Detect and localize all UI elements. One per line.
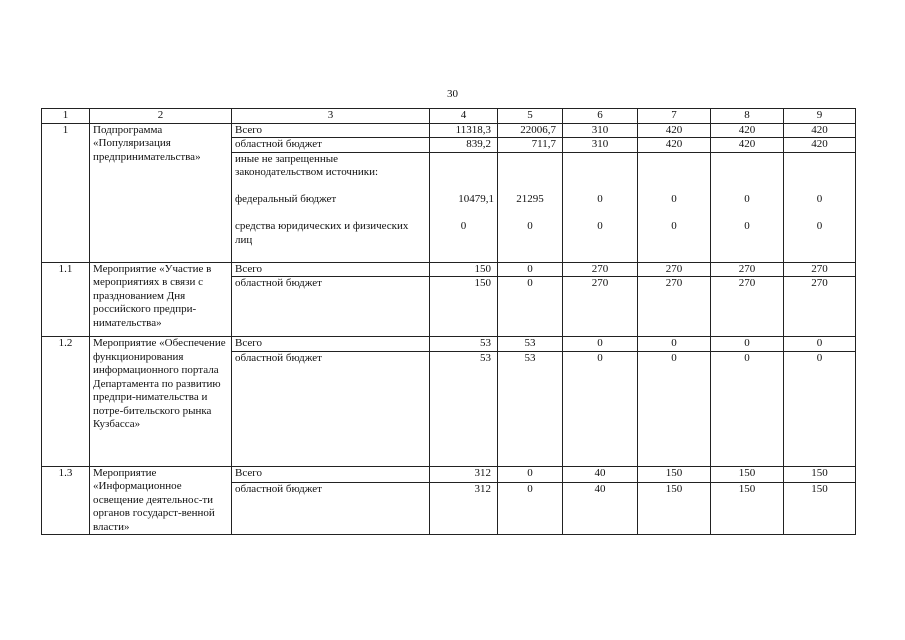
value-cell: 711,7 — [498, 138, 563, 153]
value-cell: 312 — [430, 466, 498, 483]
funding-source: Всего — [232, 466, 430, 483]
value-cell: 21295 0 — [498, 152, 563, 262]
value-cell: 839,2 — [430, 138, 498, 153]
value-cell: 270 — [638, 262, 711, 277]
value-cell: 0 — [498, 262, 563, 277]
column-header: 4 — [430, 109, 498, 124]
column-header: 8 — [711, 109, 784, 124]
value-cell: 150 — [430, 262, 498, 277]
funding-source: областной бюджет — [232, 277, 430, 337]
column-header: 5 — [498, 109, 563, 124]
value-cell: 53 — [498, 337, 563, 352]
value-cell: 0 — [711, 351, 784, 466]
value-cell: 150 — [784, 466, 856, 483]
value-cell: 22006,7 — [498, 123, 563, 138]
value-cell: 270 — [711, 262, 784, 277]
value-cell: 0 — [784, 337, 856, 352]
funding-source: Всего — [232, 262, 430, 277]
item-name: Мероприятие «Обеспечение функционирования информационного портала Департамента по развитию предпри-нимательства и потре-бительского рынка Кузбасса» — [90, 337, 232, 467]
value-cell: 0 0 — [784, 152, 856, 262]
table-row — [42, 123, 856, 138]
funding-source: Всего — [232, 337, 430, 352]
value-cell: 270 — [711, 277, 784, 337]
value-cell: 150 — [711, 483, 784, 535]
value-cell: 420 — [638, 138, 711, 153]
item-number: 1 — [42, 123, 90, 262]
value-cell: 150 — [430, 277, 498, 337]
value-cell: 310 — [563, 123, 638, 138]
funding-source: областной бюджет — [232, 138, 430, 153]
value-cell: 420 — [711, 123, 784, 138]
value-cell: 270 — [638, 277, 711, 337]
value-cell: 420 — [784, 123, 856, 138]
value-cell: 310 — [563, 138, 638, 153]
value-cell: 0 — [638, 351, 711, 466]
value-cell: 0 — [784, 351, 856, 466]
value-cell: 312 — [430, 483, 498, 535]
value-cell: 53 — [498, 351, 563, 466]
value-cell: 420 — [638, 123, 711, 138]
column-numbers-row — [42, 109, 856, 124]
funding-source: Всего — [232, 123, 430, 138]
value-cell: 0 — [498, 277, 563, 337]
other-sources-cell — [232, 152, 430, 262]
item-number: 1.1 — [42, 262, 90, 337]
funding-source: федеральный бюджет — [235, 193, 337, 205]
column-header: 3 — [232, 109, 430, 124]
value-cell: 40 — [563, 483, 638, 535]
value-cell: 150 — [711, 466, 784, 483]
value-cell: 0 0 — [563, 152, 638, 262]
value-cell: 53 — [430, 351, 498, 466]
value-cell: 270 — [563, 262, 638, 277]
value-cell: 150 — [784, 483, 856, 535]
value-cell: 0 0 — [711, 152, 784, 262]
value-cell: 0 — [498, 483, 563, 535]
table-row — [42, 262, 856, 277]
value-cell: 0 0 — [638, 152, 711, 262]
value-cell: 0 — [711, 337, 784, 352]
column-header: 1 — [42, 109, 90, 124]
item-name: Мероприятие «Информационное освещение деятельнос-ти органов государст-венной власти» — [90, 466, 232, 535]
item-name: Подпрограмма «Популяризация предпринимательства» — [90, 123, 232, 262]
column-header: 9 — [784, 109, 856, 124]
value-cell: 53 — [430, 337, 498, 352]
column-header: 7 — [638, 109, 711, 124]
value-cell: 10479,1 0 — [430, 152, 498, 262]
value-cell: 40 — [563, 466, 638, 483]
value-cell: 270 — [784, 262, 856, 277]
value-cell: 11318,3 — [430, 123, 498, 138]
value-cell: 0 — [563, 351, 638, 466]
item-name: Мероприятие «Участие в мероприятиях в связи с празднованием Дня российского предпри-нимательства» — [90, 262, 232, 337]
funding-source: средства юридических и физических лиц — [235, 220, 409, 246]
value-cell: 150 — [638, 466, 711, 483]
table-row — [42, 466, 856, 483]
value-cell: 420 — [711, 138, 784, 153]
table-row — [42, 337, 856, 352]
item-number: 1.2 — [42, 337, 90, 467]
funding-source: областной бюджет — [232, 483, 430, 535]
value-cell: 150 — [638, 483, 711, 535]
value-cell: 270 — [784, 277, 856, 337]
other-sources-label: иные не запрещенные законодательством источники: — [235, 152, 379, 178]
item-number: 1.3 — [42, 466, 90, 535]
column-header: 6 — [563, 109, 638, 124]
value-cell: 0 — [563, 337, 638, 352]
value-cell: 0 — [498, 466, 563, 483]
column-header: 2 — [90, 109, 232, 124]
funding-source: областной бюджет — [232, 351, 430, 466]
budget-table — [41, 108, 856, 535]
value-cell: 0 — [638, 337, 711, 352]
value-cell: 420 — [784, 138, 856, 153]
page-number: 30 — [447, 88, 458, 100]
value-cell: 270 — [563, 277, 638, 337]
